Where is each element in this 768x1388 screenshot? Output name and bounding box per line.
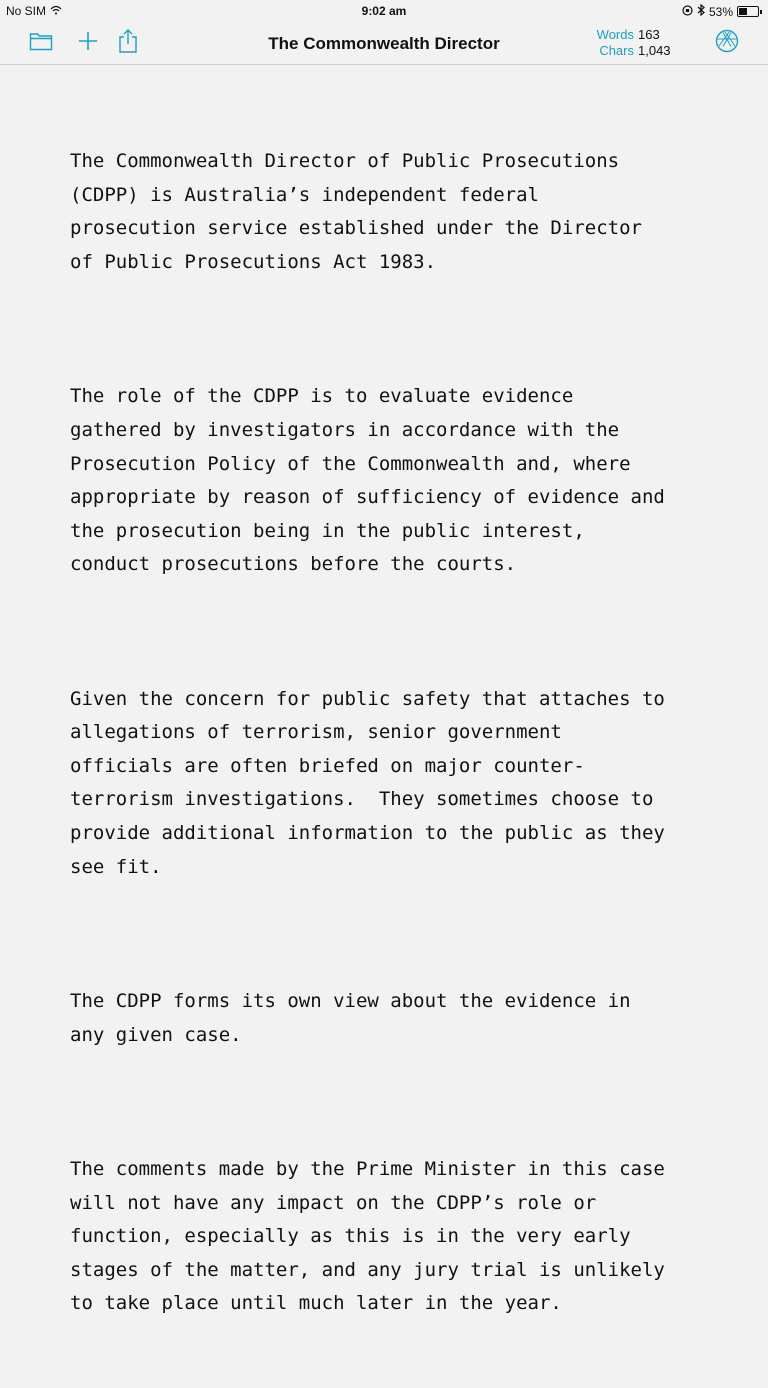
battery-icon <box>737 6 762 17</box>
paragraph-4: The CDPP forms its own view about the evidence in any given case. <box>70 990 631 1046</box>
clock: 9:02 am <box>361 4 407 18</box>
battery-percent: 53% <box>708 4 733 19</box>
status-bar <box>0 0 768 22</box>
bluetooth-icon <box>697 4 705 19</box>
carrier-label: No SIM <box>6 4 47 18</box>
document-editor[interactable] <box>70 78 710 1388</box>
toolbar <box>0 22 768 65</box>
words-label: Words <box>596 27 634 42</box>
folder-icon <box>29 31 53 56</box>
words-value: 163 <box>638 27 660 42</box>
paragraph-2: The role of the CDPP is to evaluate evidence gathered by investigators in accordance with the Prosecution Policy of the Commonwealth and, where appropriate by reason of sufficiency of evidence and the prosecution being in the public interest, conduct prosecutions before the courts. <box>70 385 665 576</box>
chars-value: 1,043 <box>638 43 671 58</box>
aperture-icon <box>715 29 739 58</box>
document-stats[interactable] <box>596 27 671 59</box>
plus-icon <box>78 31 98 56</box>
new-document-button[interactable] <box>75 30 101 56</box>
chars-label: Chars <box>599 43 634 58</box>
battery-fill <box>739 8 747 15</box>
chars-count <box>596 43 671 59</box>
preview-button[interactable] <box>714 30 740 56</box>
document-title: The Commonwealth Director <box>268 34 500 53</box>
orientation-lock-icon <box>682 5 693 19</box>
paragraph-1: The Commonwealth Director of Public Prosecutions (CDPP) is Australia’s independent federal prosecution service established under the Director of Public Prosecutions Act 1983. <box>70 150 642 273</box>
folder-button[interactable] <box>28 30 54 56</box>
share-button[interactable] <box>115 30 141 56</box>
paragraph-3: Given the concern for public safety that attaches to allegations of terrorism, senior government officials are often briefed on major counter- terrorism investigations. They sometimes choose to provide additional information to the public as they see fit. <box>70 687 665 878</box>
share-icon <box>118 29 138 58</box>
paragraph-5: The comments made by the Prime Minister in this case will not have any impact on the CDPP’s role or function, especially as this is in the very early stages of the matter, and any jury trial is unlikely to take place until much later in the year. <box>70 1158 665 1315</box>
status-right <box>682 4 762 19</box>
words-count <box>596 27 671 43</box>
